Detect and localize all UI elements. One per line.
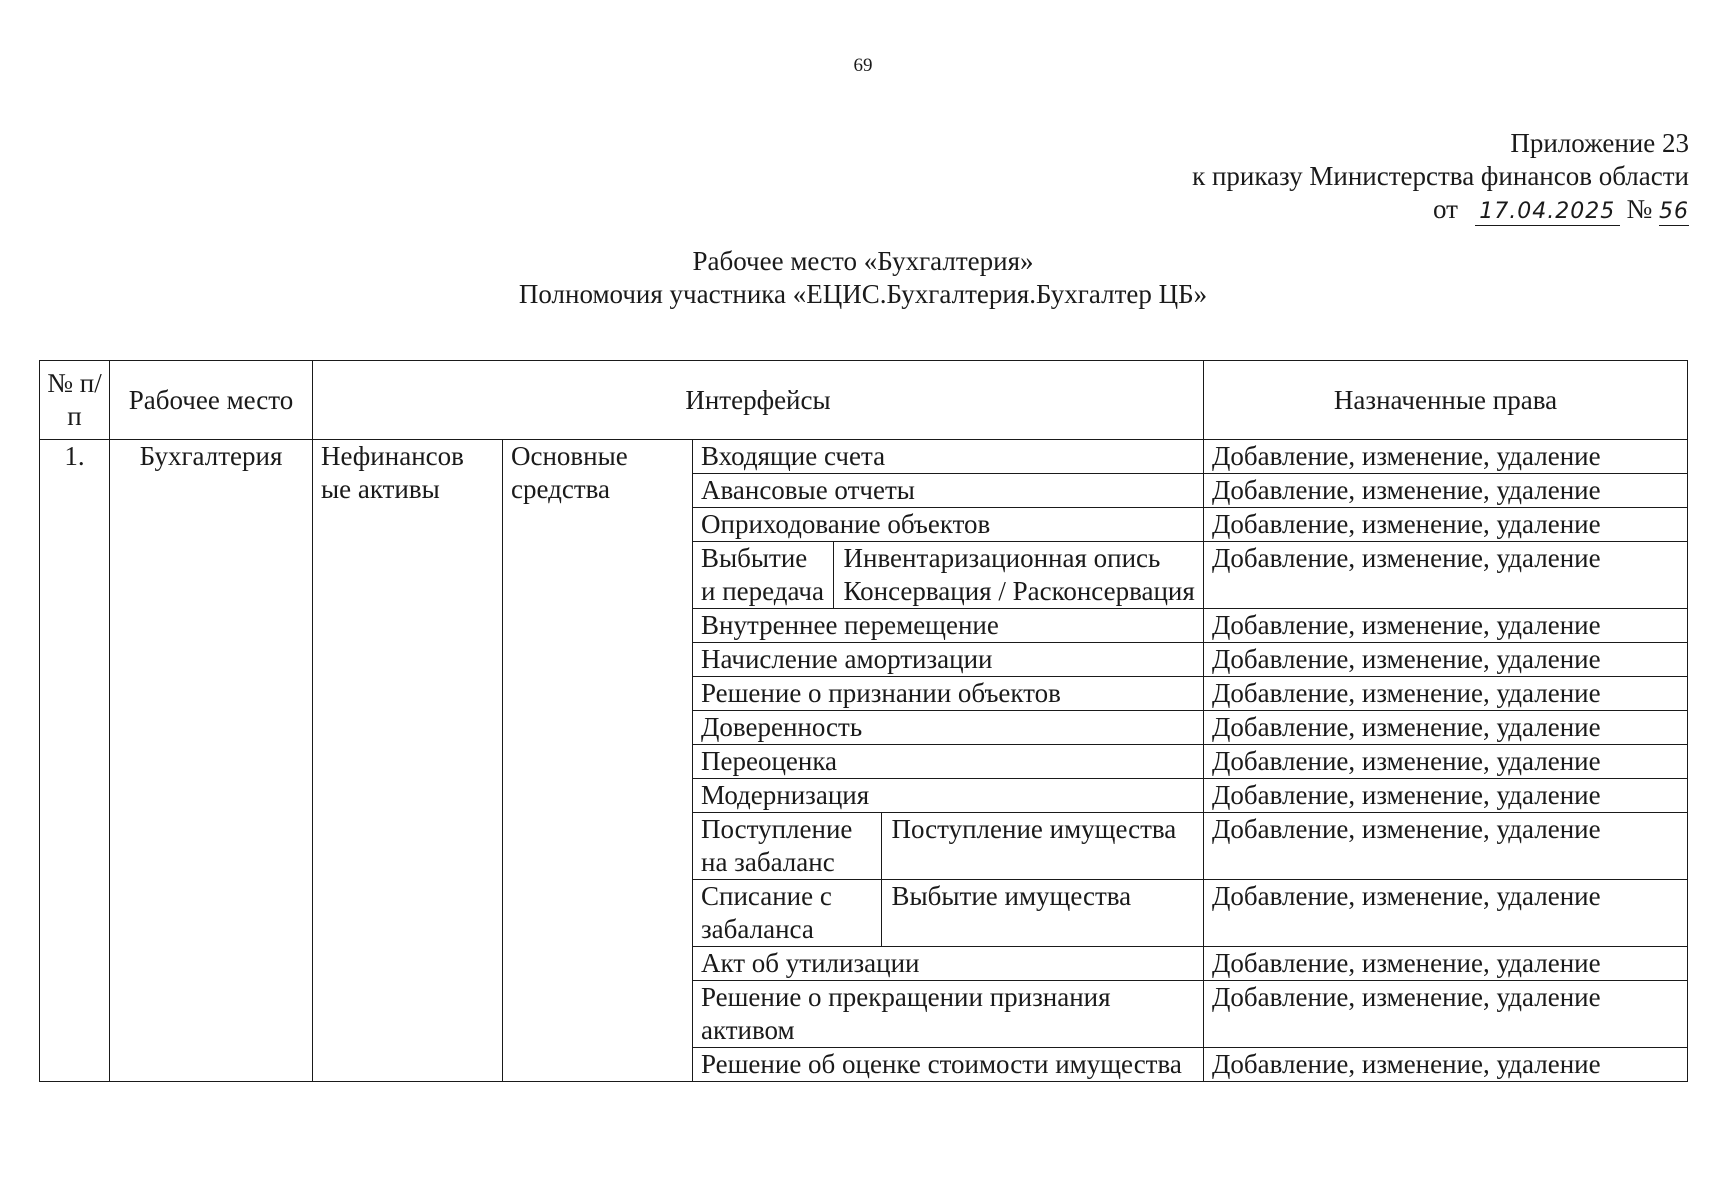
rights-cell: Добавление, изменение, удаление <box>1204 440 1688 474</box>
interface-cell: Решение о признании объектов <box>693 677 1204 711</box>
rights-table <box>39 360 1688 1082</box>
header-num: № п/п <box>40 361 110 440</box>
interface-group: Выбытие и передача <box>701 542 833 608</box>
appendix-title: Приложение 23 <box>1510 128 1689 158</box>
order-date: 17.04.2025 <box>1475 199 1620 226</box>
title-line-1: Рабочее место «Бухгалтерия» <box>692 246 1034 276</box>
interface-split-cell <box>693 813 1204 880</box>
rights-cell: Добавление, изменение, удаление <box>1204 677 1688 711</box>
interface-cell: Входящие счета <box>693 440 1204 474</box>
interface-cell: Решение о прекращении признания активом <box>693 981 1204 1048</box>
interface-cell: Акт об утилизации <box>693 947 1204 981</box>
interface-split-cell <box>693 542 1204 609</box>
appendix-block <box>1192 127 1689 226</box>
title-line-2: Полномочия участника «ЕЦИС.Бухгалтерия.Бухгалтер ЦБ» <box>518 279 1208 309</box>
section-cell: Нефинансов ые активы <box>313 440 503 1082</box>
table-row <box>40 440 1688 474</box>
rights-cell: Добавление, изменение, удаление <box>1204 542 1688 609</box>
header-interfaces: Интерфейсы <box>313 361 1204 440</box>
workplace-cell: Бухгалтерия <box>110 440 313 1082</box>
interface-cell: Переоценка <box>693 745 1204 779</box>
rights-cell: Добавление, изменение, удаление <box>1204 474 1688 508</box>
interface-cell: Выбытие имущества <box>891 881 1132 911</box>
number-sign: № <box>1626 194 1653 224</box>
from-prefix: от <box>1433 194 1458 224</box>
rights-cell: Добавление, изменение, удаление <box>1204 981 1688 1048</box>
interface-split-cell <box>693 880 1204 947</box>
rights-cell: Добавление, изменение, удаление <box>1204 947 1688 981</box>
rights-cell: Добавление, изменение, удаление <box>1204 745 1688 779</box>
rights-cell: Добавление, изменение, удаление <box>1204 1048 1688 1082</box>
interface-cell: Доверенность <box>693 711 1204 745</box>
interface-group: Поступление на забаланс <box>701 813 881 879</box>
rights-cell: Добавление, изменение, удаление <box>1204 508 1688 542</box>
interface-cell: Модернизация <box>693 779 1204 813</box>
appendix-date-line <box>1192 193 1689 226</box>
rights-cell: Добавление, изменение, удаление <box>1204 643 1688 677</box>
rights-cell: Добавление, изменение, удаление <box>1204 779 1688 813</box>
subsection-cell: Основные средства <box>503 440 693 1082</box>
table-body <box>40 440 1688 1082</box>
order-number: 56 <box>1659 199 1689 224</box>
interface-cell: Инвентаризационная опись Консервация / Расконсервация <box>843 543 1195 606</box>
header-rights: Назначенные права <box>1204 361 1688 440</box>
document-title <box>0 245 1726 311</box>
interface-cell: Внутреннее перемещение <box>693 609 1204 643</box>
page-number: 69 <box>853 55 873 76</box>
interface-cell: Решение об оценке стоимости имущества <box>693 1048 1204 1082</box>
appendix-order: к приказу Министерства финансов области <box>1192 161 1689 191</box>
rights-cell: Добавление, изменение, удаление <box>1204 711 1688 745</box>
row-number: 1. <box>40 440 110 1082</box>
rights-cell: Добавление, изменение, удаление <box>1204 813 1688 880</box>
interface-cell: Начисление амортизации <box>693 643 1204 677</box>
interface-cell: Авансовые отчеты <box>693 474 1204 508</box>
rights-cell: Добавление, изменение, удаление <box>1204 609 1688 643</box>
interface-cell: Оприходование объектов <box>693 508 1204 542</box>
header-workplace: Рабочее место <box>110 361 313 440</box>
interface-cell: Поступление имущества <box>891 814 1177 844</box>
interface-group: Списание с забаланса <box>701 880 881 946</box>
table-header-row <box>40 361 1688 440</box>
rights-cell: Добавление, изменение, удаление <box>1204 880 1688 947</box>
